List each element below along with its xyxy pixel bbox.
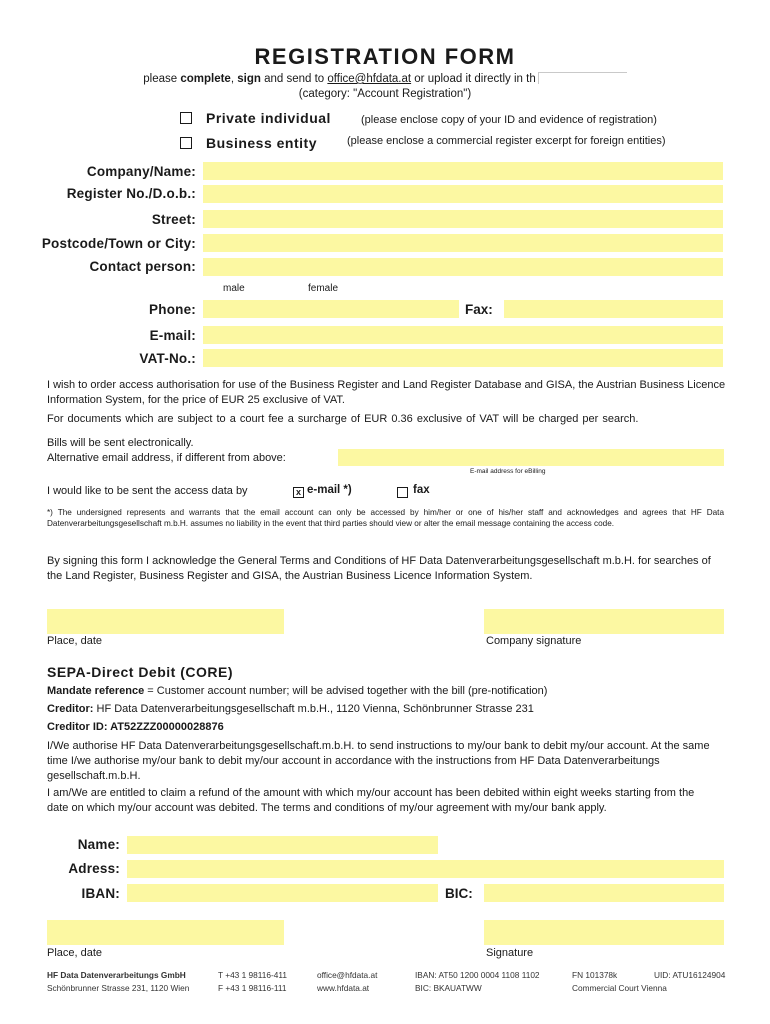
- alt-email-text: Alternative email address, if different from above:: [47, 452, 286, 464]
- phone-field[interactable]: [203, 300, 459, 318]
- contact-person-field[interactable]: [203, 258, 723, 276]
- court-fee-text: For documents which are subject to a court fee a surcharge of EUR 0.36 exclusive of VAT will be charged per search.: [47, 413, 639, 425]
- footer-fn: FN 101378k: [572, 970, 618, 980]
- contact-person-label: Contact person:: [89, 259, 196, 274]
- sepa-signature-field[interactable]: [484, 920, 724, 945]
- form-title: REGISTRATION FORM: [254, 44, 516, 69]
- postcode-label: Postcode/Town or City:: [41, 236, 196, 251]
- creditor-line: [47, 702, 534, 717]
- alt-email-field[interactable]: [338, 449, 724, 466]
- footer-company: HF Data Datenverarbeitungs GmbH: [47, 970, 186, 980]
- company-name-field[interactable]: [203, 162, 723, 180]
- female-option[interactable]: female: [308, 283, 339, 294]
- footer-web: www.hfdata.at: [317, 983, 370, 993]
- register-no-label: Register No./D.o.b.:: [66, 186, 196, 201]
- fax-field[interactable]: [504, 300, 723, 318]
- private-individual-checkbox[interactable]: [180, 112, 192, 124]
- sepa-address-label: Adress:: [68, 861, 120, 876]
- sepa-signature-label: Signature: [486, 947, 534, 959]
- sepa-title: SEPA-Direct Debit (CORE): [47, 664, 233, 680]
- company-signature-field[interactable]: [484, 609, 724, 634]
- order-text: I wish to order access authorisation for use of the Business Register and Land Register Database and GISA, the Austrian Business Licence Information System, for the price of EUR 25 exclusive of VAT.: [47, 379, 726, 406]
- business-entity-note: (please enclose a commercial register excerpt for foreign entities): [347, 135, 666, 147]
- bills-text: Bills will be sent electronically.: [47, 437, 194, 449]
- instruction-post: or upload it directly in th: [411, 73, 536, 85]
- creditor-text: HF Data Datenverarbeitungsgesellschaft m.b.H., 1120 Vienna, Schönbrunner Strasse 231: [93, 703, 534, 715]
- register-no-field[interactable]: [203, 185, 723, 203]
- iban-label: IBAN:: [81, 886, 120, 901]
- place-date-field[interactable]: [47, 609, 284, 634]
- creditor-label: Creditor:: [47, 703, 94, 715]
- footer-tel: T +43 1 98116-411: [218, 970, 287, 980]
- business-entity-checkbox[interactable]: [180, 137, 192, 149]
- terms-text: By signing this form I acknowledge the General Terms and Conditions of HF Data Datenverarbeitungsgesellschaft m.b.H. for searches of the Land Register, Business Register and GISA, the Austrian Business Licence Information System.: [47, 555, 711, 582]
- company-signature-label: Company signature: [486, 635, 582, 647]
- category-line: (category: "Account Registration"): [298, 88, 472, 100]
- instruction-line: [0, 72, 770, 85]
- sepa-name-label: Name:: [77, 837, 120, 852]
- mandate-label: Mandate reference: [47, 685, 145, 697]
- mandate-reference: [47, 684, 547, 699]
- instruction-mid: and send to: [260, 73, 328, 85]
- footer-court: Commercial Court Vienna: [572, 983, 667, 993]
- email-link[interactable]: office@hfdata.at: [327, 73, 412, 85]
- footer-phone-block: [218, 969, 287, 995]
- instruction-complete: complete: [180, 73, 231, 85]
- business-entity-label: Business entity: [206, 135, 317, 151]
- sepa-name-field[interactable]: [127, 836, 438, 854]
- sepa-address-field[interactable]: [127, 860, 724, 878]
- ebilling-caption: E-mail address for eBilling: [470, 468, 546, 475]
- street-label: Street:: [151, 212, 196, 227]
- fax-label: Fax:: [465, 302, 493, 317]
- footer-bic: BIC: BKAUATWW: [415, 983, 482, 993]
- mandate-text: = Customer account number; will be advised together with the bill (pre-notification): [144, 685, 548, 697]
- creditor-id: Creditor ID: AT52ZZZ00000028876: [47, 721, 224, 733]
- phone-label: Phone:: [149, 302, 196, 317]
- footer-uid: UID: ATU16124904: [654, 970, 726, 980]
- private-individual-label: Private individual: [206, 110, 331, 126]
- email-field[interactable]: [203, 326, 723, 344]
- authorise-text: I/We authorise HF Data Datenverarbeitungsgesellschaft.m.b.H. to send instructions to my/our bank to debit my/our account. At the same time I/we authorise my/our bank to debit my/our account in accordance with the instructions from HF Data Datenverarbeitungs gesellschaft.m.b.H.: [47, 740, 710, 782]
- place-date-label: Place, date: [47, 635, 103, 647]
- instruction-comma: ,: [230, 73, 238, 85]
- postcode-field[interactable]: [203, 234, 723, 252]
- access-data-text: I would like to be sent the access data by: [47, 485, 248, 497]
- sepa-place-date-field[interactable]: [47, 920, 284, 945]
- footer-fax: F +43 1 98116-111: [218, 983, 287, 993]
- footer-address: Schönbrunner Strasse 231, 1120 Wien: [47, 983, 190, 993]
- male-option[interactable]: male: [223, 283, 245, 294]
- bic-label: BIC:: [445, 886, 473, 901]
- bic-field[interactable]: [484, 884, 724, 902]
- private-individual-note: (please enclose copy of your ID and evidence of registration): [361, 114, 657, 126]
- fax-option-checkbox[interactable]: [397, 487, 408, 498]
- email-label: E-mail:: [149, 328, 196, 343]
- instruction-text: please: [143, 73, 181, 85]
- fax-option-label: fax: [413, 484, 430, 496]
- upload-link-field[interactable]: [538, 72, 627, 84]
- vat-no-label: VAT-No.:: [139, 351, 196, 366]
- footer-company-block: [47, 969, 189, 995]
- vat-no-field[interactable]: [203, 349, 723, 367]
- footer-iban: IBAN: AT50 1200 0004 1108 1102: [415, 970, 540, 980]
- email-option-checkbox[interactable]: x: [293, 487, 304, 498]
- instruction-sign: sign: [237, 73, 261, 85]
- email-option-label: e-mail *): [307, 484, 352, 496]
- refund-text: I am/We are entitled to claim a refund of the amount with which my/our account has been debited within eight weeks starting from the date on which my/our account was debited. The terms and conditions of my/our agreement with my/our bank apply.: [47, 787, 695, 814]
- footer-bank-block: [415, 969, 540, 995]
- sepa-place-date-label: Place, date: [47, 947, 103, 959]
- street-field[interactable]: [203, 210, 723, 228]
- footer-contact-block: [317, 969, 377, 995]
- email-footnote: *) The undersigned represents and warrants that the email account can only be accessed by him/her or one of his/her staff and acknowledges and agrees that HF Data Datenverarbeitungsgesellschaft m.b.H. assumes no liability in the event that third parties should view or alter the email message containing the access code.: [47, 508, 724, 528]
- footer-email: office@hfdata.at: [317, 970, 378, 980]
- iban-field[interactable]: [127, 884, 438, 902]
- company-name-label: Company/Name:: [86, 164, 196, 179]
